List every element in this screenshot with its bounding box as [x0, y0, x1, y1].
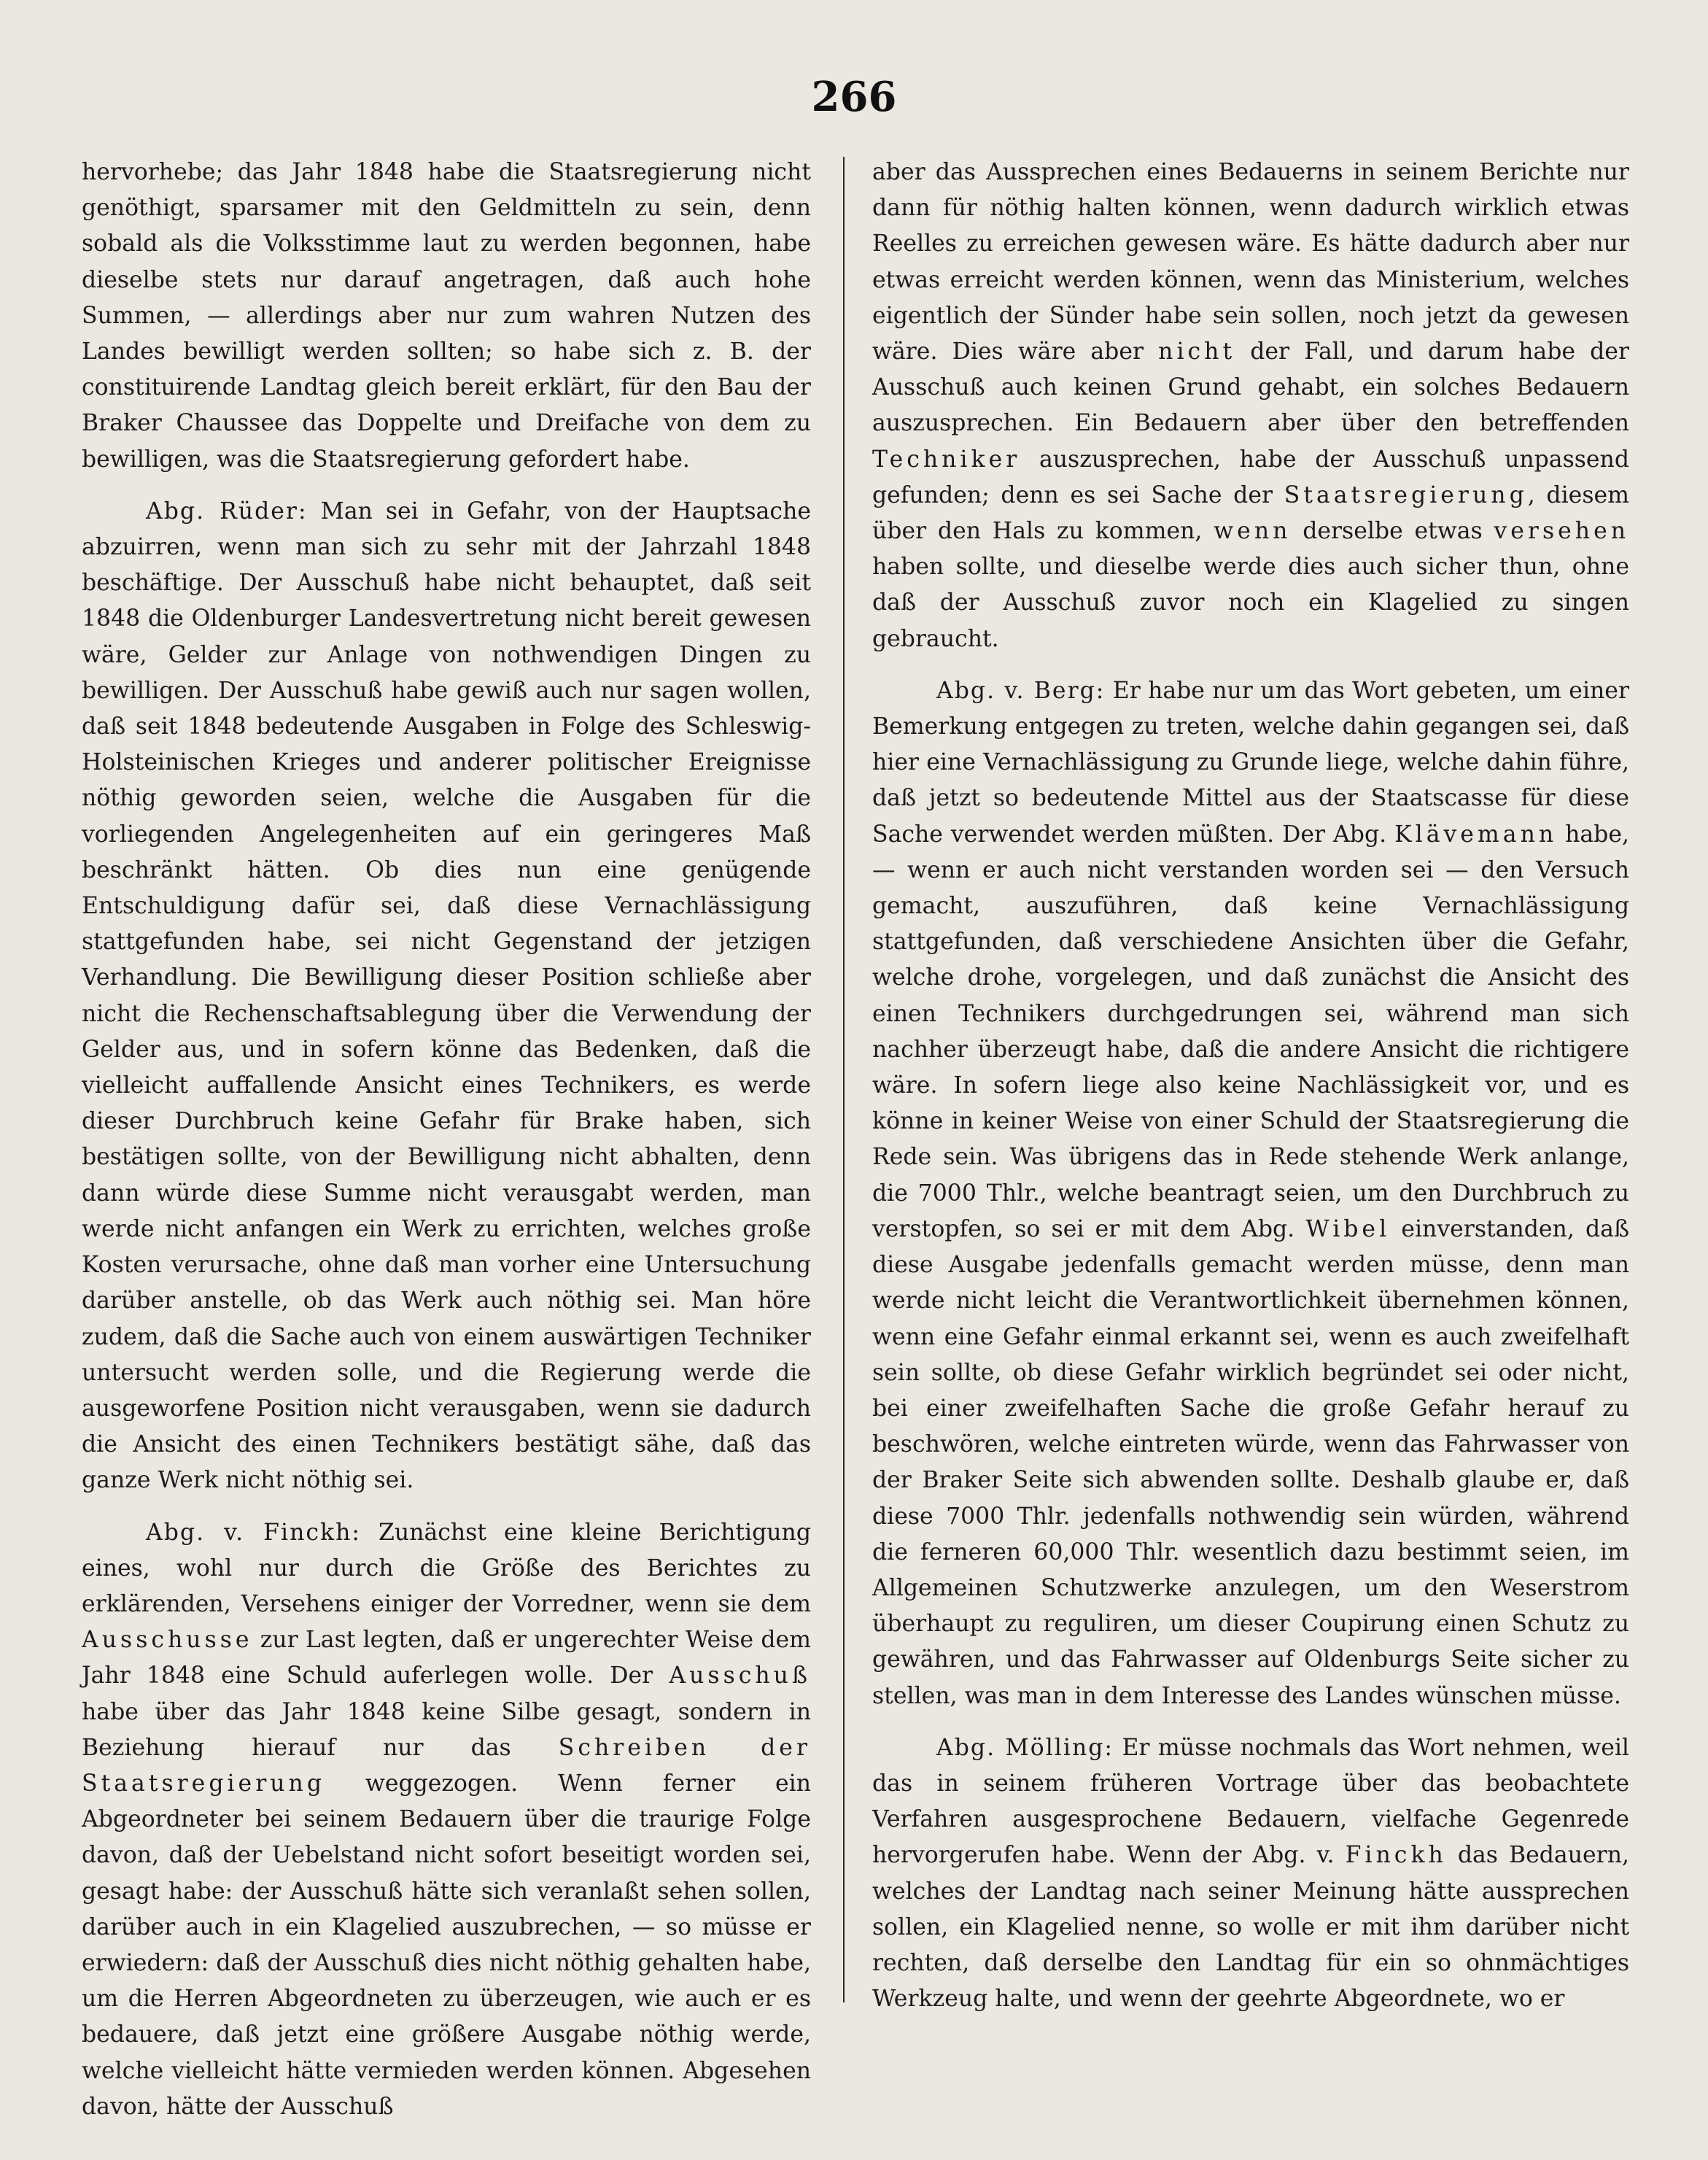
paragraph-continuation — [82, 155, 811, 478]
paragraph-text: habe über das Jahr 1848 keine Silbe gesagt, sondern in Beziehung hierauf nur das — [82, 1698, 811, 1761]
paragraph-moelling — [872, 1730, 1629, 2018]
emphasized-text: versehen — [1494, 518, 1630, 545]
left-column — [82, 155, 811, 2141]
paragraph-text: das Bedauern, welches der Landtag nach seiner Meinung hätte aussprechen sollen, ein Klagelied nenne, so wolle er mit ihm darüber nicht rechten, daß derselbe den Landtag für ein so ohnmächtiges Werkzeug halte, und wenn der geehrte Abgeordnete, wo er — [872, 1842, 1629, 2013]
paragraph-text: Zunächst eine kleine Berichtigung eines, wohl nur durch die Größe des Berichtes zu erklärenden, Versehens einiger der Vorredner, wenn sie dem — [82, 1519, 811, 1617]
page-number: 266 — [811, 73, 897, 121]
speaker-label: Abg. v. Finckh: — [146, 1519, 362, 1546]
paragraph-text: hervorhebe; das Jahr 1848 habe die Staatsregierung nicht genöthigt, sparsamer mit den Geldmitteln zu sein, denn sobald als die Volksstimme laut zu werden begonnen, habe dieselbe stets nur darauf angetragen, daß auch hohe Summen, — allerdings aber nur zum wahren Nutzen des Landes bewilligt werden sollten; so habe sich z. B. der constituirende Landtag gleich bereit erklärt, für den Bau der Braker Chaussee das Doppelte und Dreifache von dem zu bewilligen, was die Staatsregierung gefordert habe. — [82, 159, 811, 473]
paragraph-text: haben sollte, und dieselbe werde dies auch sicher thun, ohne daß der Ausschuß zuvor noch ein Klagelied zu singen gebraucht. — [872, 554, 1629, 652]
emphasized-text: Schreiben der Staatsregierung — [82, 1734, 812, 1797]
paragraph-text: , diesem über den Hals zu kommen, — [872, 481, 1629, 545]
paragraph-text: der Fall, und darum habe der Ausschuß auch keinen Grund gehabt, ein solches Bedauern auszusprechen. Ein Bedauern aber über den betreffenden — [872, 338, 1630, 437]
paragraph-finckh — [82, 1515, 811, 2125]
paragraph-text: Man sei in Gefahr, von der Hauptsache abzuirren, wenn man sich zu sehr mit der Jahrzahl 1848 beschäftige. Der Ausschuß habe nicht behauptet, daß seit 1848 die Oldenburger Landesvertretung nicht bereit gewesen wäre, Gelder zur Anlage von nothwendigen Dingen zu bewilligen. Der Ausschuß habe gewiß auch nur sagen wollen, daß seit 1848 bedeutende Ausgaben in Folge des Schleswig-Holsteinischen Krieges und anderer politischer Ereignisse nöthig geworden seien, welche die Ausgaben für die vorliegenden Angelegenheiten auf ein geringeres Maß beschränkt hätten. Ob dies nun eine genügende Entschuldigung dafür sei, daß diese Vernachlässigung stattgefunden habe, sei nicht Gegenstand der jetzigen Verhandlung. Die Bewilligung dieser Position schließe aber nicht die Rechenschaftsablegung über die Verwendung der Gelder aus, und in sofern könne das Bedenken, daß die vielleicht auffallende Ansicht eines Technikers, es werde dieser Durchbruch keine Gefahr für Brake haben, sich bestätigen sollte, von der Bewilligung nicht abhalten, denn dann würde diese Summe nicht verausgabt werden, man werde nicht anfangen ein Werk zu errichten, welches große Kosten verursache, ohne daß man vorher eine Untersuchung darüber anstelle, ob das Werk auch nöthig sei. Man höre zudem, daß die Sache auch von einem auswärtigen Techniker untersucht werden solle, und die Regierung werde die ausgeworfene Position nicht verausgaben, wenn sie dadurch die Ansicht des einen Technikers bestätigt sähe, daß das ganze Werk nicht nöthig sei. — [82, 498, 811, 1494]
emphasized-text: Ausschusse — [82, 1627, 253, 1654]
speaker-label: Abg. Rüder: — [146, 498, 308, 524]
emphasized-text: Staatsregierung — [1284, 481, 1528, 508]
speaker-label: Abg. Mölling: — [936, 1734, 1114, 1761]
emphasized-text: Klävemann — [1394, 821, 1558, 848]
column-divider — [843, 157, 845, 2002]
paragraph-text: zur Last legten, daß er ungerechter Weise dem Jahr 1848 eine Schuld auferlegen wolle. Der — [82, 1627, 812, 1689]
paragraph-continuation — [872, 155, 1629, 657]
paragraph-rueder — [82, 494, 811, 1499]
right-column — [872, 155, 1629, 2033]
paragraph-text: weggezogen. Wenn ferner ein Abgeordneter bei seinem Bedauern über die traurige Folge davon, daß der Uebelstand nicht sofort beseitigt worden sei, gesagt habe: der Ausschuß hätte sich veranlaßt sehen sollen, darüber auch in ein Klagelied auszubrechen, — so müsse er erwiedern: daß der Ausschuß dies nicht nöthig gehalten habe, um die Herren Abgeordneten zu überzeugen, wie auch er es bedauere, daß jetzt eine größere Ausgabe nöthig werde, welche vielleicht hätte vermieden werden können. Abgesehen davon, hätte der Ausschuß — [82, 1770, 812, 2120]
emphasized-text: Techniker — [872, 446, 1021, 473]
emphasized-text: Ausschuß — [669, 1662, 811, 1689]
paragraph-text: Er müsse nochmals das Wort nehmen, weil das in seinem früheren Vortrage über das beobachtete Verfahren ausgesprochene Bedauern, vielfache Gegenrede hervorgerufen habe. Wenn der Abg. v. — [872, 1734, 1630, 1869]
paragraph-text: aber das Aussprechen eines Bedauerns in seinem Berichte nur dann für nöthig halten können, wenn dadurch wirklich etwas Reelles zu erreichen gewesen wäre. Es hätte dadurch aber nur etwas erreicht werden können, wenn das Ministerium, welches eigentlich der Sünder habe sein sollen, noch jetzt da gewesen wäre. Dies wäre aber — [872, 159, 1629, 365]
paragraph-text: Er habe nur um das Wort gebeten, um einer Bemerkung entgegen zu treten, welche dahin gegangen sei, daß hier eine Vernachlässigung zu Grunde liege, welche dahin führe, daß jetzt so bedeutende Mittel aus der Staatscasse für diese Sache verwendet werden müßten. Der Abg. — [872, 677, 1630, 848]
paragraph-berg — [872, 673, 1629, 1714]
emphasized-text: Wibel — [1305, 1215, 1391, 1242]
paragraph-text: auszusprechen, habe der Ausschuß unpassend gefunden; denn es sei Sache der — [872, 446, 1630, 508]
emphasized-text: wenn — [1214, 518, 1292, 545]
speaker-label: Abg. v. Berg: — [936, 677, 1106, 704]
paragraph-text: habe, — wenn er auch nicht verstanden worden sei — den Versuch gemacht, auszuführen, daß keine Vernachlässigung stattgefunden, daß verschiedene Ansichten über die Gefahr, welche drohe, vorgelegen, und daß zunächst die Ansicht des einen Technikers durchgedrungen sei, während man sich nachher überzeugt habe, daß die andere Ansicht die richtigere wäre. In sofern liege also keine Nachlässigkeit vor, und es könne in keiner Weise von einer Schuld der Staatsregierung die Rede sein. Was übrigens das in Rede stehende Werk anlange, die 7000 Thlr., welche beantragt seien, um den Durchbruch zu verstopfen, so sei er mit dem Abg. — [872, 821, 1629, 1242]
emphasized-text: Finckh — [1345, 1842, 1447, 1869]
paragraph-text: derselbe etwas — [1303, 518, 1483, 545]
emphasized-text: nicht — [1158, 338, 1236, 365]
paragraph-text: einverstanden, daß diese Ausgabe jedenfalls gemacht werden müsse, denn man werde nicht leicht die Verantwortlichkeit übernehmen können, wenn eine Gefahr einmal erkannt sei, wenn es auch zweifelhaft sein sollte, ob diese Gefahr wirklich begründet sei oder nicht, bei einer zweifelhaften Sache die große Gefahr herauf zu beschwören, welche eintreten würde, wenn das Fahrwasser von der Braker Seite sich abwenden sollte. Deshalb glaube er, daß diese 7000 Thlr. jedenfalls nothwendig sein würden, während die ferneren 60,000 Thlr. wesentlich dazu bestimmt seien, im Allgemeinen Schutzwerke anzulegen, um den Weserstrom überhaupt zu reguliren, um dieser Coupirung einen Schutz zu gewähren, und das Fahrwasser auf Oldenburgs Seite sicher zu stellen, was man in dem Interesse des Landes wünschen müsse. — [872, 1215, 1630, 1709]
